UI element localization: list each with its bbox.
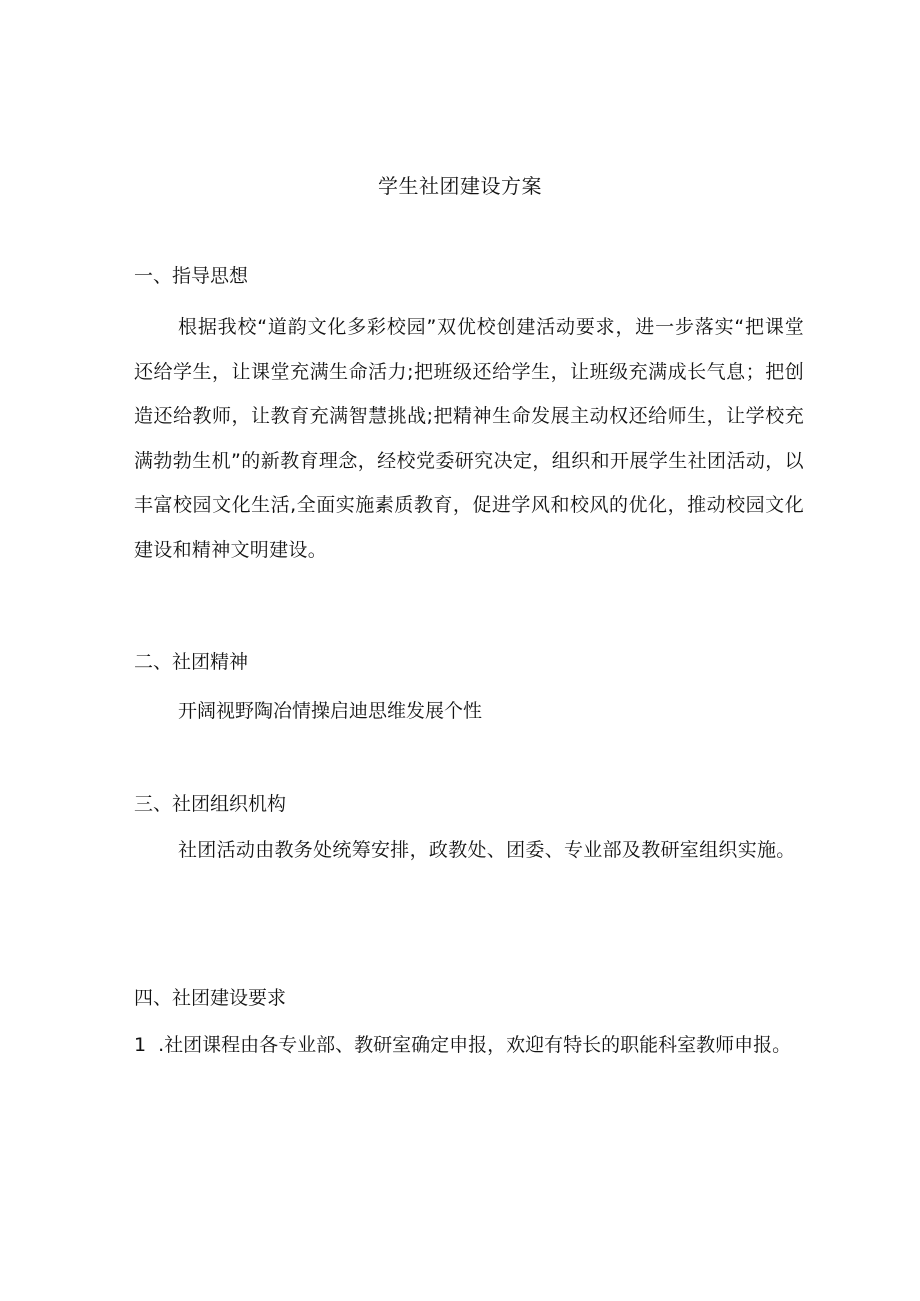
section-body-club-organization: 社团活动由教务处统筹安排，政教处、团委、专业部及教研室组织实施。 [178,839,796,861]
section-heading-club-spirit: 二、社团精神 [134,651,249,673]
section-body-club-spirit: 开阔视野陶冶情操启迪思维发展个性 [178,700,483,722]
list-item-text: .社团课程由各专业部、教研室确定申报，欢迎有特长的职能科室教师申报。 [158,1034,792,1056]
list-item-number: 1 [134,1034,147,1056]
section-heading-club-organization: 三、社团组织机构 [134,793,287,815]
section-heading-club-requirements: 四、社团建设要求 [134,987,287,1009]
section-body-guiding-ideology: 根据我校“道韵文化多彩校园”双优校创建活动要求，进一步落实“把课堂还给学生，让课堂充满生命活力;把班级还给学生，让班级充满成长气息；把创造还给教师，让教育充满智慧挑战;把精神生命发展主动权还给师生，让学校充满勃勃生机”的新教育理念，经校党委研究决定，组织和开展学生社团活动，以丰富校园文化生活,全面实施素质教育，促进学风和校风的优化，推动校园文化建设和精神文明建设。 [134,316,804,561]
list-item [134,1022,804,1068]
document-title: 学生社团建设方案 [378,174,542,198]
section-heading-guiding-ideology: 一、指导思想 [134,265,249,287]
